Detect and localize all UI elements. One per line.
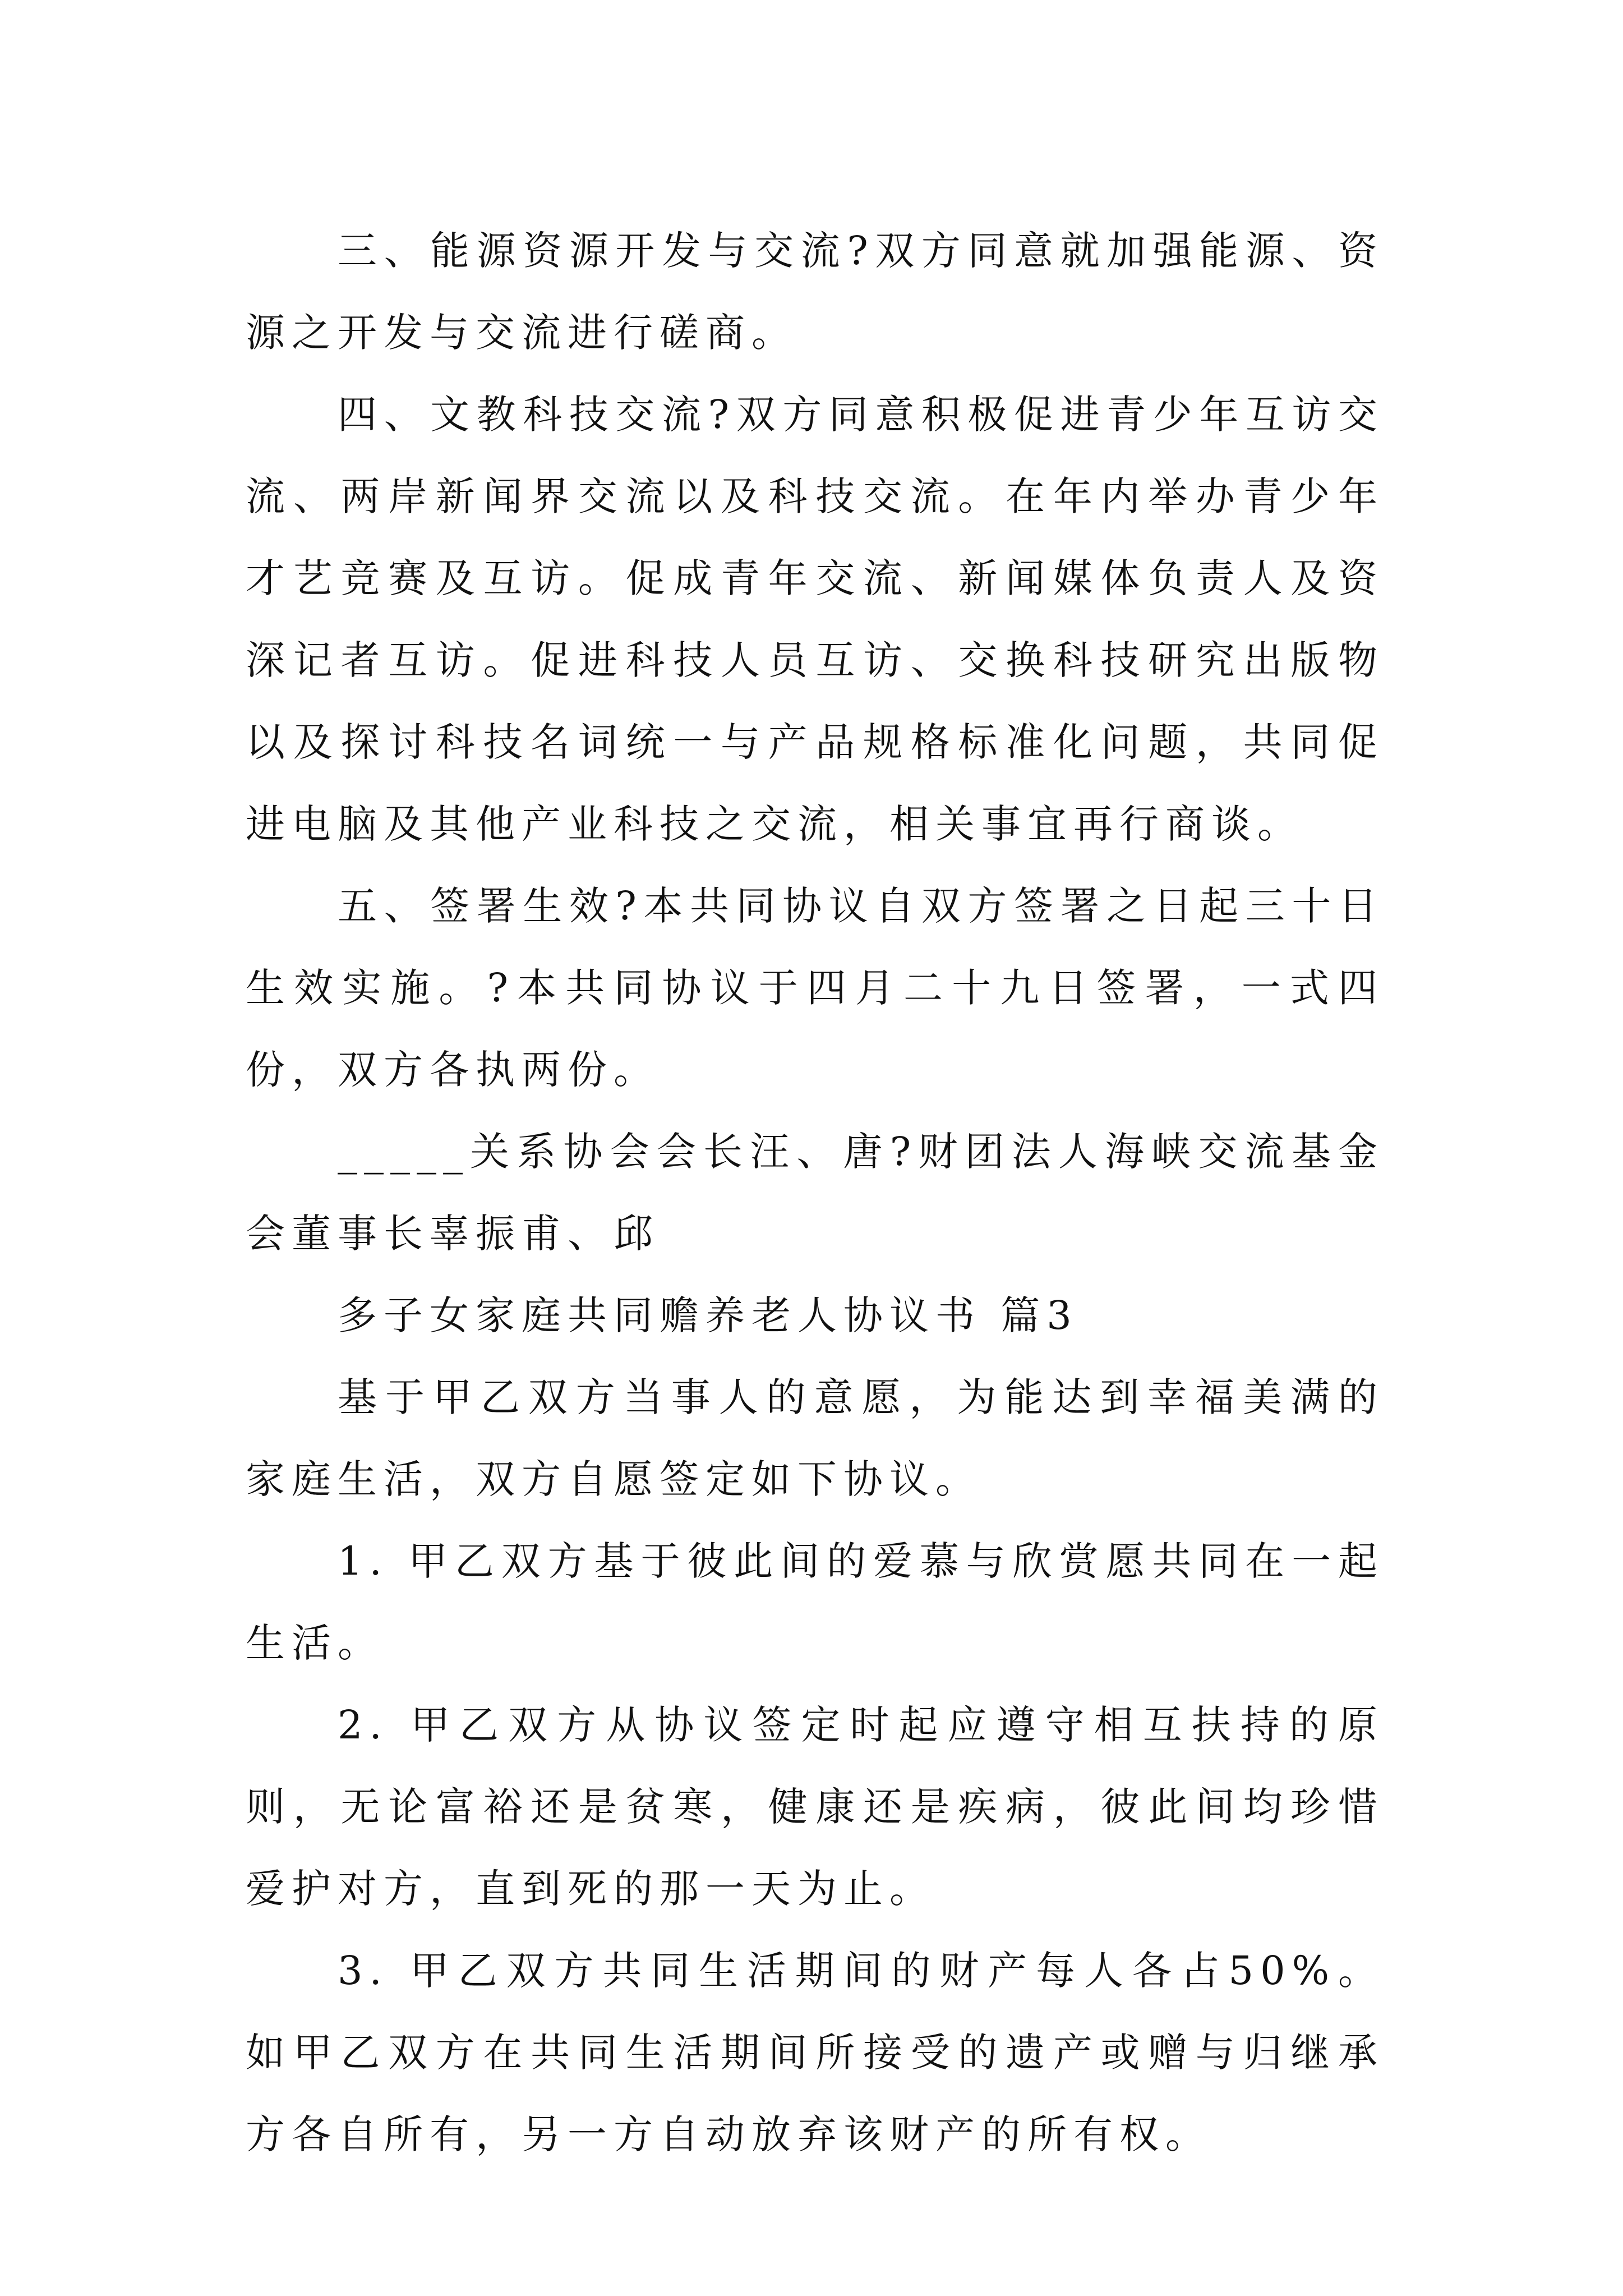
paragraph-signing-effective: 五、签署生效?本共同协议自双方签署之日起三十日生效实施。?本共同协议于四月二十九日签署，一式四份，双方各执两份。 [246, 883, 1384, 1093]
paragraph-clause-3: 3. 甲乙双方共同生活期间的财产每人各占50%。如甲乙双方在共同生活期间所接受的遗产或赠与归继承方各自所有，另一方自动放弃该财产的所有权。 [246, 1948, 1384, 2157]
paragraph-clause-2: 2. 甲乙双方从协议签定时起应遵守相互扶持的原则，无论富裕还是贫寒，健康还是疾病，彼此间均珍惜爱护对方，直到死的那一天为止。 [246, 1702, 1384, 1912]
paragraph-culture-science-exchange: 四、文教科技交流?双方同意积极促进青少年互访交流、两岸新闻界交流以及科技交流。在年内举办青少年才艺竞赛及互访。促成青年交流、新闻媒体负责人及资深记者互访。促进科技人员互访、交换科技研究出版物以及探讨科技名词统一与产品规格标准化问题，共同促进电脑及其他产业科技之交流，相关事宜再行商谈。 [246, 392, 1384, 847]
paragraph-intro: 基于甲乙双方当事人的意愿，为能达到幸福美满的家庭生活，双方自愿签定如下协议。 [246, 1374, 1384, 1502]
document-body [246, 210, 1384, 2175]
section-heading: 多子女家庭共同赡养老人协议书 篇3 [338, 1292, 1078, 1338]
paragraph-signatories: _____关系协会会长汪、唐?财团法人海峡交流基金会董事长辜振甫、邱 [246, 1129, 1384, 1257]
paragraph-clause-1: 1. 甲乙双方基于彼此间的爱慕与欣赏愿共同在一起生活。 [246, 1538, 1384, 1666]
paragraph-energy-resources: 三、能源资源开发与交流?双方同意就加强能源、资源之开发与交流进行磋商。 [246, 228, 1384, 356]
